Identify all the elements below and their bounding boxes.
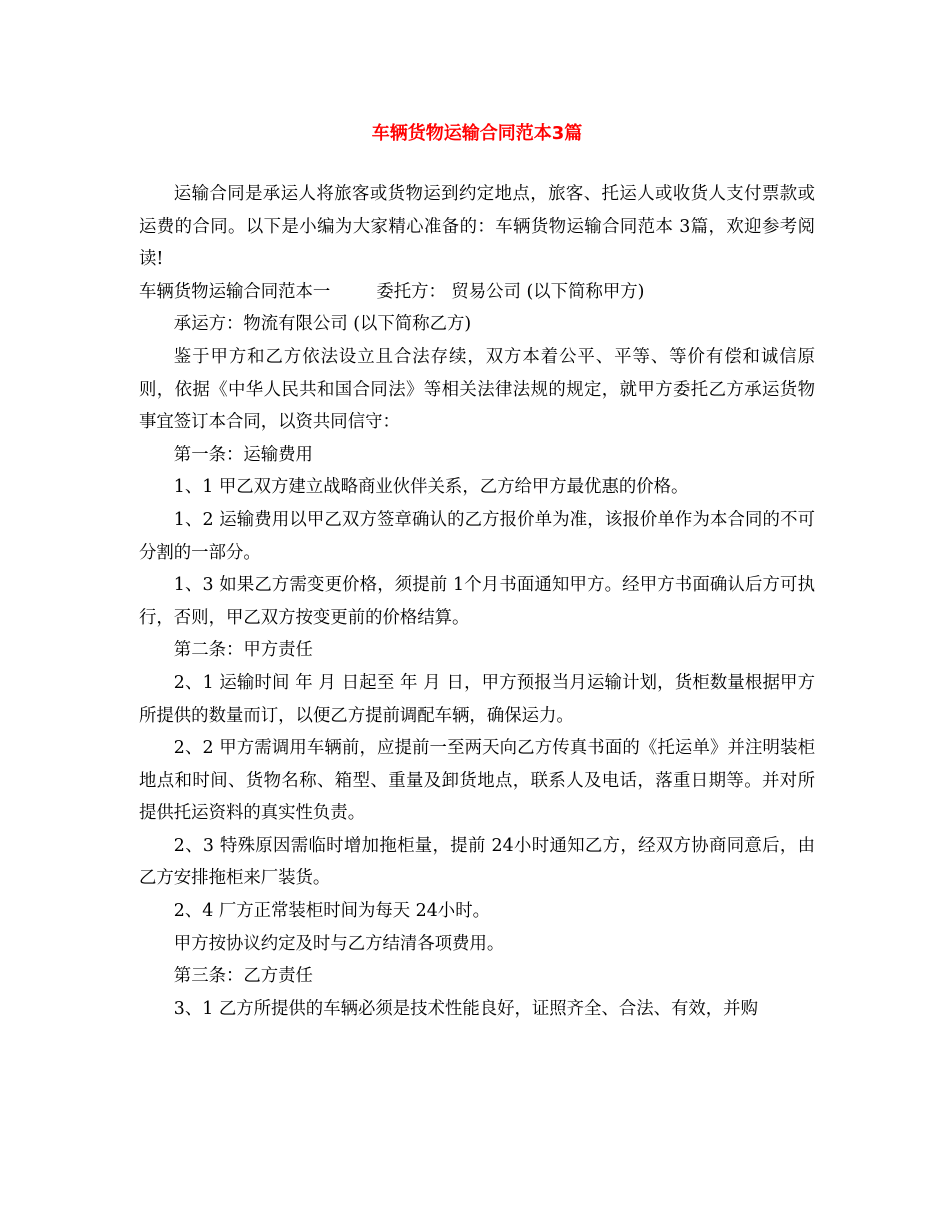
- intro-paragraph: 运输合同是承运人将旅客或货物运到约定地点，旅客、托运人或收货人支付票款或运费的合同。以下是小编为大家精心准备的：车辆货物运输合同范本 3篇，欢迎参考阅读!: [139, 184, 815, 270]
- document-title: 车辆货物运输合同范本3篇: [371, 123, 583, 144]
- contract-heading: 车辆货物运输合同范本一: [139, 281, 331, 302]
- clause-2-5: 甲方按协议约定及时与乙方结清各项费用。: [173, 933, 505, 954]
- clause-2-2: 2、2 甲方需调用车辆前，应提前一至两天向乙方传真书面的《托运单》并注明装柜地点和时间、货物名称、箱型、重量及卸货地点，联系人及电话，落重日期等。并对所提供托运资料的真实性负责。: [139, 738, 815, 824]
- contract-heading-line: [139, 276, 815, 309]
- carrier-party: 承运方：物流有限公司 (以下简称乙方): [173, 314, 472, 335]
- clause-1-2: 1、2 运输费用以甲乙双方签章确认的乙方报价单为准，该报价单作为本合同的不可分割的一部分。: [139, 509, 815, 563]
- clause-2-4: 2、4 厂方正常装柜时间为每天 24小时。: [173, 901, 490, 922]
- clause-1-3: 1、3 如果乙方需变更价格，须提前 1个月书面通知甲方。经甲方书面确认后方可执行，否则，甲乙双方按变更前的价格结算。: [139, 575, 815, 628]
- article-1-heading: 第一条：运输费用: [173, 444, 313, 465]
- clause-1-1: 1、1 甲乙双方建立战略商业伙伴关系，乙方给甲方最优惠的价格。: [173, 477, 689, 498]
- client-party: 委托方： 贸易公司 (以下简称甲方): [376, 281, 645, 302]
- clause-3-1: 3、1 乙方所提供的车辆必须是技术性能良好，证照齐全、合法、有效，并购: [173, 998, 758, 1019]
- clause-2-3: 2、3 特殊原因需临时增加拖柜量，提前 24小时通知乙方，经双方协商同意后，由乙方安排拖柜来厂装货。: [139, 835, 815, 889]
- preamble-paragraph: 鉴于甲方和乙方依法设立且合法存续，双方本着公平、平等、等价有偿和诚信原则，依据《中华人民共和国合同法》等相关法律法规的规定，就甲方委托乙方承运货物事宜签订本合同，以资共同信守：: [139, 346, 815, 433]
- article-3-heading: 第三条：乙方责任: [173, 966, 313, 987]
- article-2-heading: 第二条：甲方责任: [173, 640, 313, 661]
- clause-2-1: 2、1 运输时间 年 月 日起至 年 月 日，甲方预报当月运输计划，货柜数量根据甲方所提供的数量而订，以便乙方提前调配车辆，确保运力。: [139, 672, 815, 726]
